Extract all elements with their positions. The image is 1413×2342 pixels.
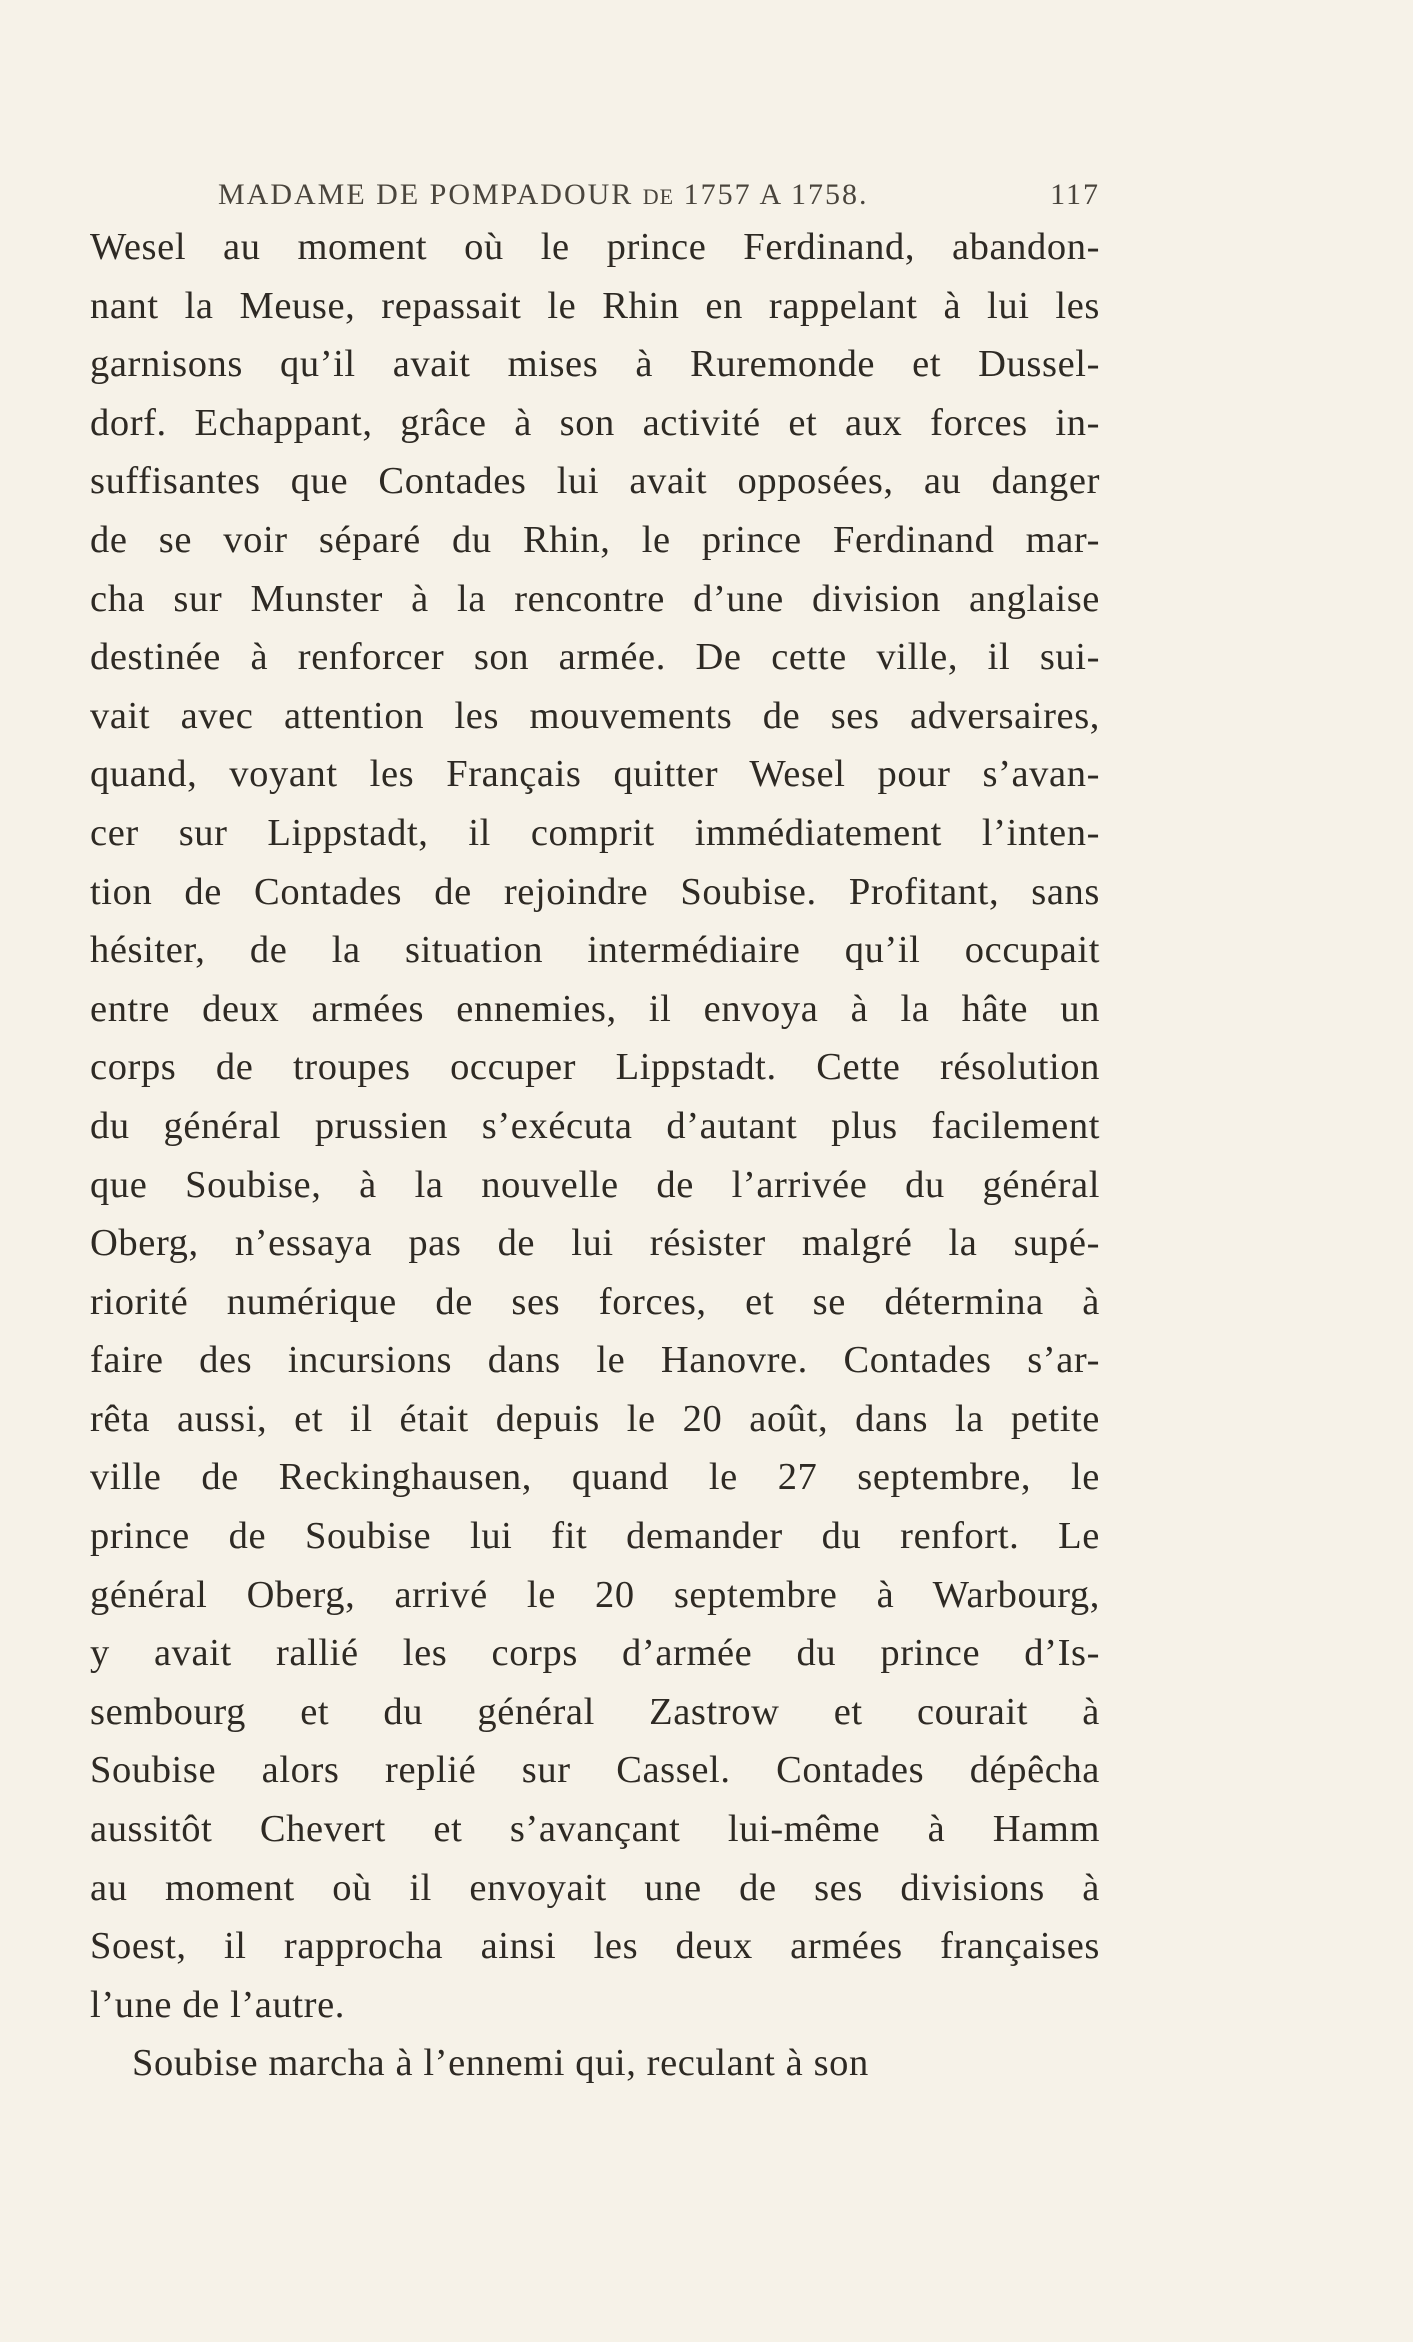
text-line: Wesel au moment où le prince Ferdinand, abandon- (90, 226, 1100, 268)
text-line: au moment où il envoyait une de ses divisions à (90, 1866, 1100, 1909)
text-line: y avait rallié les corps d’armée du prince d’Is- (90, 1632, 1100, 1675)
text-line: l’une de l’autre. (90, 1983, 345, 2026)
text-line: du général prussien s’exécuta d’autant plus facilement (90, 1104, 1100, 1147)
text-line: de se voir séparé du Rhin, le prince Ferdinand mar- (90, 518, 1100, 561)
text-line: nant la Meuse, repassait le Rhin en rappelant à lui les (90, 284, 1100, 327)
text-line: garnisons qu’il avait mises à Ruremonde et Dussel- (90, 343, 1100, 386)
text-line: vait avec attention les mouvements de ses adversaires, (90, 694, 1100, 737)
text-line: entre deux armées ennemies, il envoya à la hâte un (90, 987, 1100, 1030)
text-line: Soubise marcha à l’ennemi qui, reculant à son (132, 2042, 869, 2085)
text-line: quand, voyant les Français quitter Wesel pour s’avan- (90, 753, 1100, 796)
text-line: hésiter, de la situation intermédiaire qu’il occupait (90, 929, 1100, 972)
text-line: suffisantes que Contades lui avait opposées, au danger (90, 460, 1100, 503)
text-line: général Oberg, arrivé le 20 septembre à Warbourg, (90, 1573, 1100, 1616)
text-line: destinée à renforcer son armée. De cette ville, il sui- (90, 636, 1100, 679)
page-number: 117 (1050, 178, 1100, 211)
body-text (90, 218, 1100, 2093)
text-line: Soubise alors replié sur Cassel. Contades dépêcha (90, 1749, 1100, 1792)
text-line: faire des incursions dans le Hanovre. Contades s’ar- (90, 1339, 1100, 1382)
text-line: prince de Soubise lui fit demander du renfort. Le (90, 1515, 1100, 1558)
running-head-title (218, 178, 868, 212)
text-line: cha sur Munster à la rencontre d’une division anglaise (90, 577, 1100, 620)
text-line: que Soubise, à la nouvelle de l’arrivée du général (90, 1163, 1100, 1206)
text-line: rêta aussi, et il était depuis le 20 août, dans la petite (90, 1397, 1100, 1440)
running-head (218, 178, 1100, 214)
text-line: tion de Contades de rejoindre Soubise. Profitant, sans (90, 870, 1100, 913)
text-line: corps de troupes occuper Lippstadt. Cette résolution (90, 1046, 1100, 1089)
text-line: aussitôt Chevert et s’avançant lui-même à Hamm (90, 1808, 1100, 1851)
text-line: dorf. Echappant, grâce à son activité et aux forces in- (90, 401, 1100, 444)
running-head-title-de: DE (642, 184, 675, 209)
running-head-title-main: MADAME DE POMPADOUR (218, 178, 634, 211)
text-line: sembourg et du général Zastrow et courait à (90, 1690, 1100, 1733)
text-line: riorité numérique de ses forces, et se détermina à (90, 1280, 1100, 1323)
text-line: ville de Reckinghausen, quand le 27 septembre, le (90, 1456, 1100, 1499)
text-line: Soest, il rapprocha ainsi les deux armées françaises (90, 1925, 1100, 1968)
running-head-title-years: 1757 A 1758. (683, 178, 869, 211)
text-line: Oberg, n’essaya pas de lui résister malgré la supé- (90, 1222, 1100, 1265)
text-line: cer sur Lippstadt, il comprit immédiatement l’inten- (90, 811, 1100, 854)
